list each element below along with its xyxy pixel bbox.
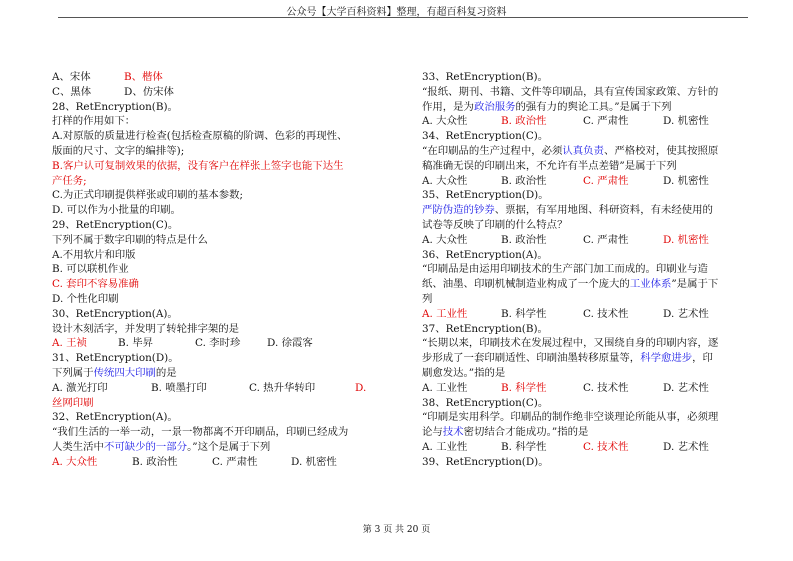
q28-option-b-cont: 产任务;: [52, 174, 87, 187]
q31-stem-pre: 下列属于: [52, 366, 94, 379]
option-d: D. 机密性: [663, 115, 709, 128]
q37-stem-pre: 步形成了一套印刷适性、印刷油墨转移原量等，: [422, 352, 641, 365]
option-b: B. 科学性: [501, 381, 547, 394]
q37-id: 37、RetEncryption(B)。: [422, 322, 548, 335]
option-c: C. 严肃性: [583, 233, 629, 246]
option-c: C. 严肃性: [583, 174, 629, 187]
q32-id: 32、RetEncryption(A)。: [52, 411, 178, 424]
q33-options: [422, 114, 750, 129]
q28-option-a: A.对原版的质量进行检查(包括检查原稿的阶调、色彩的再现性、: [52, 130, 348, 143]
option-d: D. 徐霞客: [267, 337, 313, 350]
q30-options: [52, 336, 382, 351]
q31-id: 31、RetEncryption(D)。: [52, 352, 179, 365]
q38-stem-cont: [422, 425, 750, 440]
q27-options-cd: [52, 85, 382, 100]
option-b: B. 政治性: [501, 174, 547, 187]
q35-options: [422, 233, 750, 248]
q27-options-ab: [52, 70, 382, 85]
option-a: A. 大众性: [422, 174, 468, 187]
option-d: D. 机密性: [291, 455, 337, 468]
q31-option-d-text: 丝网印刷: [52, 396, 94, 409]
q34-stem-pre: “在印刷品的生产过程中，必须: [422, 144, 563, 157]
q38-stem-highlight: 技术: [442, 426, 464, 439]
q38-id: 38、RetEncryption(C)。: [422, 396, 549, 409]
q35-stem-highlight: 严防伪造的钞券: [422, 204, 495, 217]
q35-stem-post: 、票据，有军用地图、科研资料，有未经使用的: [494, 204, 713, 217]
q29-option-b: B. 可以联机作业: [52, 263, 129, 276]
q32-stem-cont: [52, 440, 382, 455]
option-c: C. 李时珍: [195, 337, 241, 350]
q38-stem-pre: 论与: [422, 426, 443, 439]
q33-stem-post: 的强有力的舆论工具。”是属于下列: [515, 100, 672, 113]
q37-stem-highlight: 科学愈进步: [640, 352, 693, 365]
q34-stem: [422, 144, 750, 159]
q34-stem-highlight: 认真负责: [562, 144, 604, 157]
q31-stem-post: 的是: [155, 366, 177, 379]
q38-options: [422, 440, 750, 455]
q33-stem-highlight: 政治服务: [473, 100, 516, 113]
q28-id: 28、RetEncryption(B)。: [52, 100, 178, 113]
right-column: [422, 70, 750, 470]
q34-id: 34、RetEncryption(C)。: [422, 130, 549, 143]
q32-options: [52, 455, 382, 470]
q36-stem-cont: [422, 277, 750, 292]
option-d: D. 机密性: [663, 174, 709, 187]
q32-stem-post: 。”这个是属于下列: [187, 440, 271, 453]
q28-option-a-cont: 版面的尺寸、文字的编排等);: [52, 144, 185, 157]
option-a: A、宋体: [52, 71, 91, 83]
option-b: B、楷体: [124, 71, 163, 83]
q37-options: [422, 381, 750, 396]
option-b: B. 科学性: [501, 307, 547, 320]
option-a: A. 激光打印: [52, 381, 108, 394]
q36-id: 36、RetEncryption(A)。: [422, 248, 548, 261]
option-a: A. 王祯: [52, 337, 87, 350]
header-rule: [58, 17, 748, 18]
q34-stem-post: 、严格校对，使其按照原: [603, 144, 719, 157]
q37-stem: “长期以来，印刷技术在发展过程中，又围绕自身的印刷内容，逐: [422, 337, 719, 350]
q37-stem-post: ，印: [692, 352, 713, 365]
q29-option-d: D. 个性化印刷: [52, 292, 119, 305]
q28-stem: 打样的作用如下：: [52, 115, 136, 128]
q29-id: 29、RetEncryption(C)。: [52, 218, 179, 231]
q35-stem-cont: 试卷等反映了印刷的什么特点？: [422, 218, 568, 231]
option-b: B. 毕昇: [118, 337, 154, 350]
option-b: B. 政治性: [132, 455, 178, 468]
option-c: C. 热升华转印: [249, 381, 316, 394]
option-d: D.: [355, 381, 367, 394]
q38-stem-post: 密切结合才能成功。”指的是: [463, 426, 589, 439]
option-d: D. 艺术性: [663, 381, 709, 394]
q36-options: [422, 307, 750, 322]
option-c: C. 技术性: [583, 440, 629, 453]
q36-stem-highlight: 工业体系: [629, 278, 672, 291]
option-b: B. 喷墨打印: [151, 381, 207, 394]
q29-option-a: A.不用软片和印版: [52, 248, 136, 261]
q37-stem-cont: [422, 351, 750, 366]
q30-stem: 设计木刻活字，并发明了转轮排字架的是: [52, 322, 240, 335]
q33-stem-pre: 作用，是为: [422, 100, 474, 113]
q32-stem-pre: 人类生活中: [52, 440, 104, 453]
option-a: A. 工业性: [422, 307, 468, 320]
q34-stem-cont: 稿准确无误的印刷出来，不允许有半点差错”是属于下列: [422, 159, 677, 172]
q28-option-d: D. 可以作为小批量的印刷。: [52, 204, 181, 217]
q29-stem: 下列不属于数字印刷的特点是什么: [52, 233, 208, 246]
q31-stem-highlight: 传统四大印刷: [93, 366, 156, 379]
option-a: A. 大众性: [422, 115, 468, 128]
page-footer: 第 3 页 共 20 页: [362, 525, 431, 535]
option-a: A. 工业性: [422, 440, 468, 453]
option-d: D. 艺术性: [663, 440, 709, 453]
q36-stem-pre: 纸、油墨、印刷机械制造业构成了一个庞大的: [422, 278, 630, 291]
q36-stem-end: 列: [422, 292, 433, 305]
q33-id: 33、RetEncryption(B)。: [422, 71, 548, 83]
option-c: C. 技术性: [583, 307, 629, 320]
option-d: D. 艺术性: [663, 307, 709, 320]
q28-option-b: B.客户认可复制效果的依据，没有客户在样张上签字也能下达生: [52, 159, 344, 172]
q30-id: 30、RetEncryption(A)。: [52, 307, 178, 320]
option-c: C、黑体: [52, 85, 92, 98]
q35-id: 35、RetEncryption(D)。: [422, 189, 549, 202]
option-d: D. 机密性: [663, 233, 709, 246]
q36-stem-post: ”是属于下: [671, 278, 719, 291]
option-b: B. 政治性: [501, 115, 547, 128]
option-a: A. 大众性: [52, 455, 98, 468]
option-c: C. 技术性: [583, 381, 629, 394]
q35-stem: [422, 203, 750, 218]
option-b: B. 政治性: [501, 233, 547, 246]
left-column: [52, 70, 382, 470]
q32-stem: “我们生活的一举一动，一景一物都离不开印刷品，印刷已经成为: [52, 426, 349, 439]
q38-stem: “印刷是实用科学。印刷品的制作绝非空谈理论所能从事，必须理: [422, 411, 719, 424]
option-a: A. 工业性: [422, 381, 468, 394]
q32-stem-highlight: 不可缺少的一部分: [103, 440, 188, 453]
q28-option-c: C.为正式印刷提供样张或印刷的基本参数;: [52, 189, 244, 202]
q37-stem-end: 刷愈发达。”指的是: [422, 366, 506, 379]
q36-stem: “印刷品是由运用印刷技术的生产部门加工而成的。印刷业与造: [422, 263, 708, 276]
q34-options: [422, 174, 750, 189]
page-header: 公众号【大学百科资料】整理，有超百科复习资料: [286, 7, 507, 18]
option-c: C. 严肃性: [583, 115, 629, 128]
q33-stem-cont: [422, 100, 750, 115]
q29-option-c: C. 套印不容易准确: [52, 278, 139, 291]
option-d: D、仿宋体: [124, 85, 174, 98]
q31-stem: [52, 366, 382, 381]
option-c: C. 严肃性: [212, 455, 258, 468]
option-a: A. 大众性: [422, 233, 468, 246]
q31-options: [52, 381, 382, 396]
option-b: B. 科学性: [501, 440, 547, 453]
q33-stem: “报纸、期刊、书籍、文件等印刷品，具有宣传国家政策、方针的: [422, 85, 719, 98]
q39-id: 39、RetEncryption(D)。: [422, 455, 549, 468]
